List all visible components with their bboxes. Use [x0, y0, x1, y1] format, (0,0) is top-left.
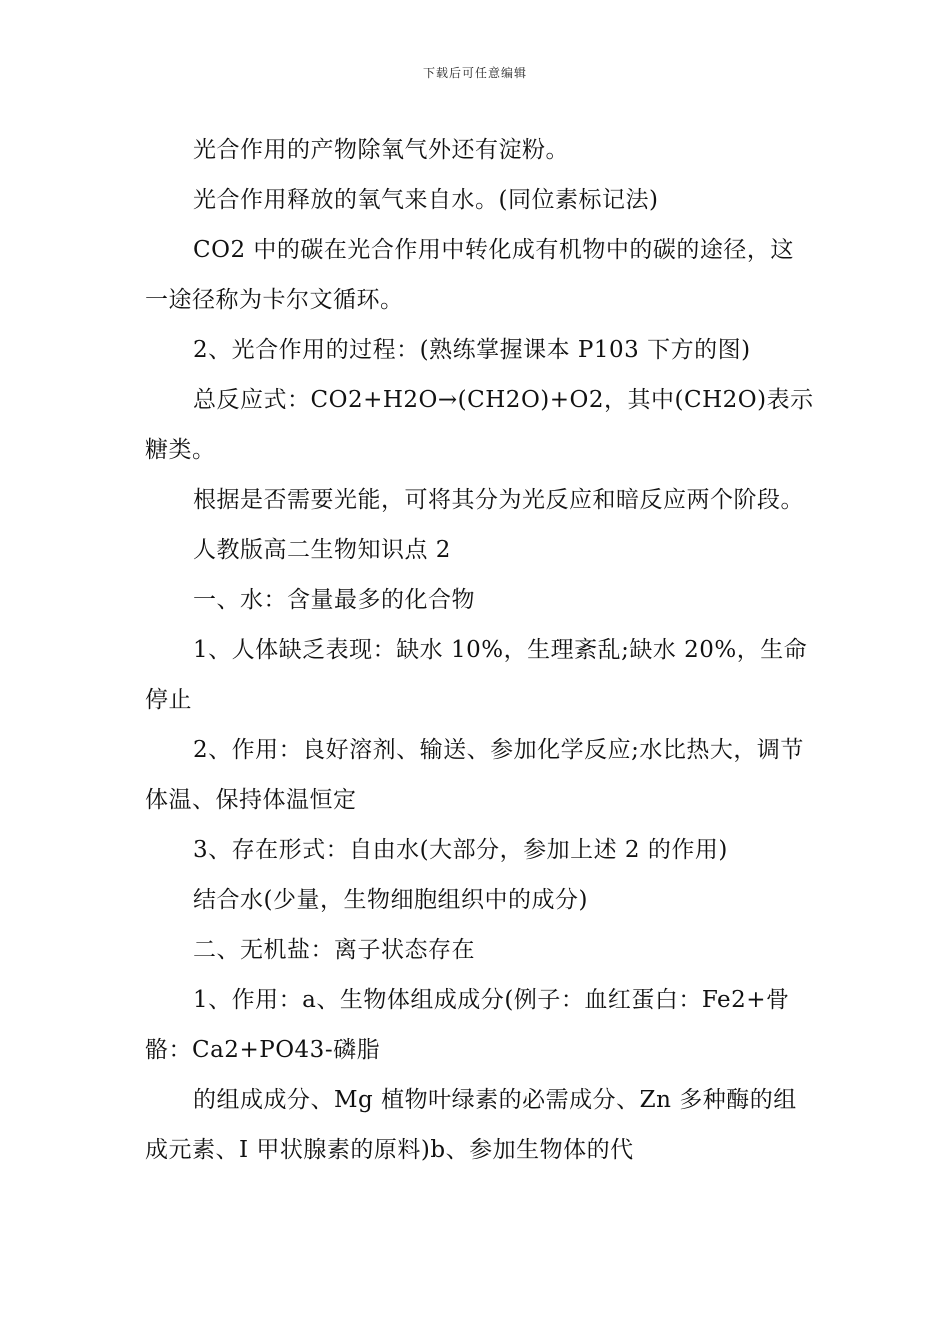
paragraph: 的组成成分、Mg 植物叶绿素的必需成分、Zn 多种酶的组成元素、I 甲状腺素的原料)b、参加生物体的代 — [145, 1087, 797, 1163]
paragraph: 1、人体缺乏表现：缺水 10%，生理紊乱;缺水 20%，生命停止 — [145, 637, 808, 713]
paragraph: 2、作用：良好溶剂、输送、参加化学反应;水比热大，调节体温、保持体温恒定 — [145, 737, 804, 813]
paragraph: CO2 中的碳在光合作用中转化成有机物中的碳的途径，这一途径称为卡尔文循环。 — [145, 237, 794, 313]
paragraph: 二、无机盐：离子状态存在 — [193, 937, 475, 963]
section-heading: 人教版高二生物知识点 2 — [193, 537, 451, 563]
paragraph: 根据是否需要光能，可将其分为光反应和暗反应两个阶段。 — [193, 487, 804, 513]
paragraph: 1、作用：a、生物体组成成分(例子：血红蛋白：Fe2+骨骼：Ca2+PO43-磷脂 — [145, 987, 790, 1063]
document-body — [145, 125, 817, 1175]
paragraph: 3、存在形式：自由水(大部分，参加上述 2 的作用) — [193, 837, 728, 863]
paragraph: 一、水：含量最多的化合物 — [193, 587, 475, 613]
page-header: 下载后可任意编辑 — [422, 66, 527, 80]
paragraph: 光合作用的产物除氧气外还有淀粉。 — [193, 137, 569, 163]
paragraph: 结合水(少量，生物细胞组织中的成分) — [193, 887, 588, 913]
paragraph: 总反应式：CO2+H2O→(CH2O)+O2，其中(CH2O)表示糖类。 — [145, 387, 814, 463]
paragraph: 2、光合作用的过程：(熟练掌握课本 P103 下方的图) — [193, 337, 751, 363]
paragraph: 光合作用释放的氧气来自水。(同位素标记法) — [193, 187, 659, 213]
